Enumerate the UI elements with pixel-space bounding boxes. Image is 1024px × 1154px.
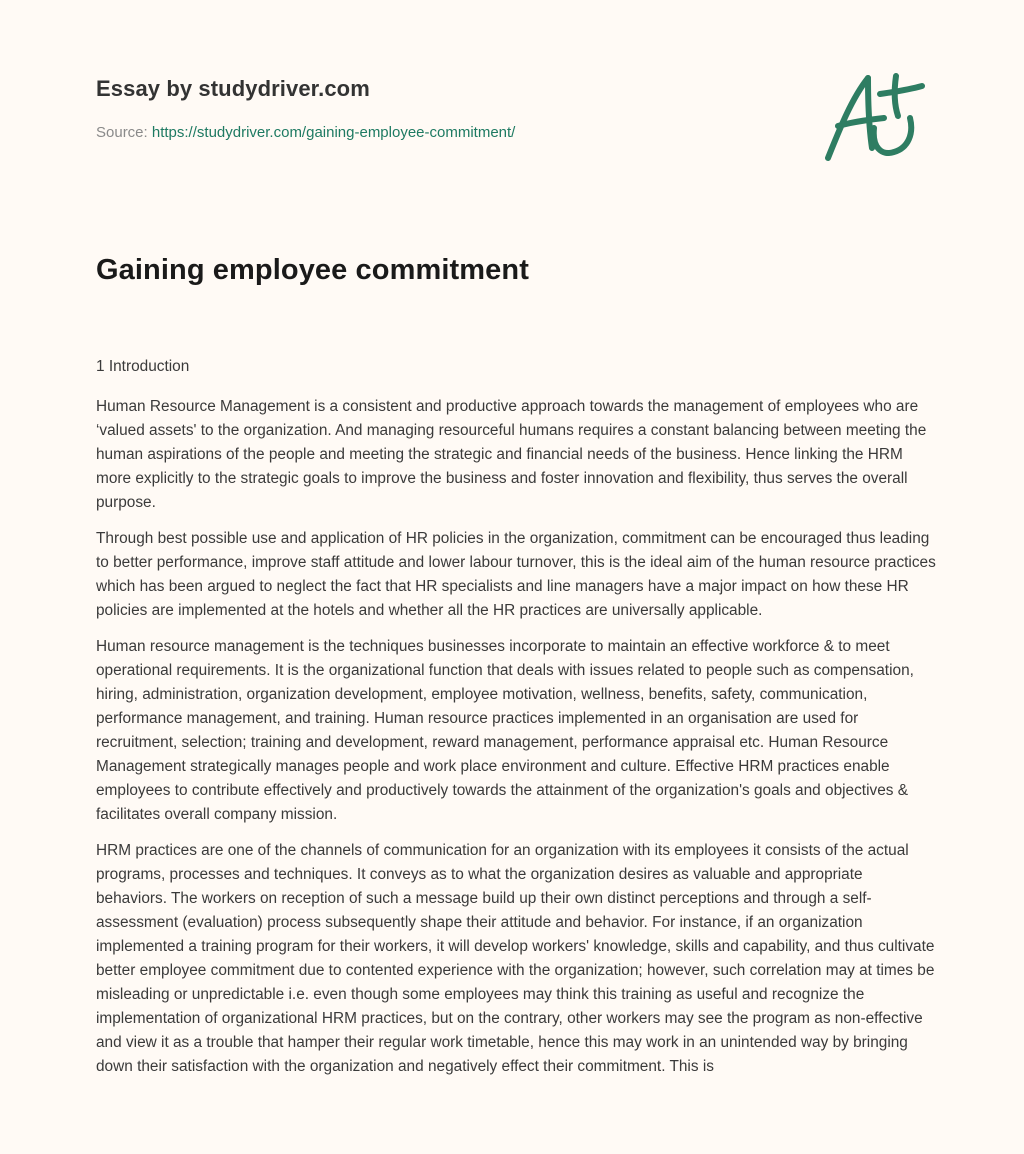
paragraph: Through best possible use and application of HR policies in the organization, commitment can be encouraged thus leading to better performance, improve staff attitude and lower labour turnover, this is the ideal aim of the human resource practices which has been argued to neglect the fact that HR specialists and line managers have a major impact on how these HR policies are implemented at the hotels and whether all the HR practices are universally applicable. (96, 530, 936, 619)
essay-title: Gaining employee commitment (96, 254, 529, 286)
a-plus-grade-icon (822, 68, 926, 164)
source-label: Source: (96, 124, 152, 141)
paragraph: Human resource management is the techniques businesses incorporate to maintain an effective workforce & to meet operational requirements. It is the organizational function that deals with issues related to people such as compensation, hiring, administration, organization development, employee motivation, wellness, benefits, safety, communication, performance management, and training. Human resource practices implemented in an organisation are used for recruitment, selection; training and development, reward management, performance appraisal etc. Human Resource Management strategically manages people and work place environment and culture. Effective HRM practices enable employees to contribute effectively and productively towards the attainment of the organization's goals and objectives & facilitates overall company mission. (96, 638, 914, 823)
site-brand: Essay by studydriver.com (96, 76, 370, 101)
essay-page (96, 0, 936, 1075)
essay-body (96, 355, 936, 1091)
source-link[interactable]: https://studydriver.com/gaining-employee-commitment/ (151, 124, 516, 141)
page-header (96, 0, 936, 200)
section-heading: 1 Introduction (96, 358, 190, 375)
paragraph: HRM practices are one of the channels of communication for an organization with its employees it consists of the actual programs, processes and techniques. It conveys as to what the organization desires as valuable and appropriate behaviors. The workers on reception of such a message build up their own distinct perceptions and through a self-assessment (evaluation) process subsequently shape their attitude and behavior. For instance, if an organization implemented a training program for their workers, it will develop workers' knowledge, skills and capability, and thus cultivate better employee commitment due to contented experience with the organization; however, such correlation may at times be misleading or unpredictable i.e. even though some employees may think this training as useful and recognize the implementation of organizational HRM practices, but on the contrary, other workers may see the program as non-effective and view it as a trouble that hamper their regular work timetable, hence this may work in an unintended way by bringing down their satisfaction with the organization and negatively effect their commitment. This is (96, 842, 935, 1075)
paragraph: Human Resource Management is a consistent and productive approach towards the management of employees who are ‘valued assets' to the organization. And managing resourceful humans requires a constant balancing between meeting the human aspirations of the people and meeting the strategic and financial needs of the business. Hence linking the HRM more explicitly to the strategic goals to improve the business and foster innovation and flexibility, thus serves the overall purpose. (96, 398, 927, 511)
source-line (96, 124, 515, 141)
